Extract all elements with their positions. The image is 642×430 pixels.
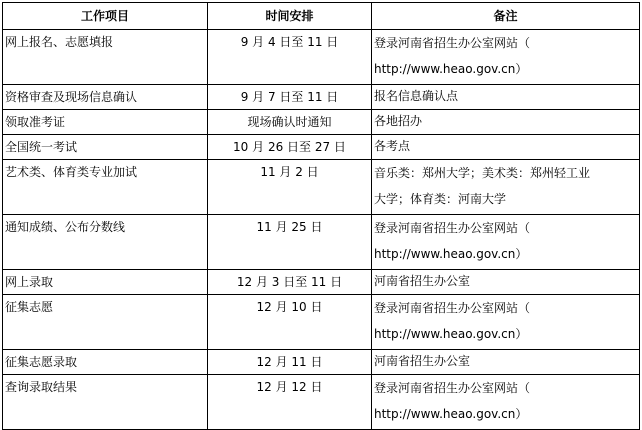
remarks-line: http://www.heao.gov.cn） [374,62,528,76]
time-schedule-cell: 11 月 25 日 [208,215,372,270]
table-row [3,350,640,375]
remarks-line: 登录河南省招生办公室网站（ [374,301,531,315]
work-item-cell: 查询录取结果 [3,375,208,430]
work-item-cell: 领取准考证 [3,110,208,135]
remarks-line: http://www.heao.gov.cn） [374,247,528,261]
time-schedule-cell: 9 月 4 日至 11 日 [208,30,372,85]
header-work-item: 工作项目 [3,3,208,30]
table-row [3,160,640,215]
work-item-cell: 征集志愿录取 [3,350,208,375]
time-schedule-cell: 12 月 12 日 [208,375,372,430]
remarks-line: 河南省招生办公室 [374,354,471,368]
table-row [3,110,640,135]
table-body [3,30,640,430]
work-item-cell: 艺术类、体育类专业加试 [3,160,208,215]
table-row [3,30,640,85]
header-remarks: 备注 [372,3,640,30]
time-schedule-cell: 11 月 2 日 [208,160,372,215]
remarks-line: 大学；体育类：河南大学 [374,192,507,206]
work-item-cell: 通知成绩、公布分数线 [3,215,208,270]
table-row [3,135,640,160]
remarks-line: 登录河南省招生办公室网站（ [374,36,531,50]
work-item-cell: 网上录取 [3,270,208,295]
remarks-cell [372,270,640,295]
remarks-line: 音乐类：郑州大学；美术类：郑州轻工业 [374,166,591,180]
header-time-schedule: 时间安排 [208,3,372,30]
remarks-line: 报名信息确认点 [374,89,459,103]
remarks-cell [372,85,640,110]
time-schedule-cell: 12 月 11 日 [208,350,372,375]
table-row [3,215,640,270]
table-row [3,375,640,430]
remarks-cell [372,215,640,270]
table-row [3,85,640,110]
schedule-table [2,2,640,430]
table-header-row [3,3,640,30]
remarks-line: 登录河南省招生办公室网站（ [374,381,531,395]
remarks-cell [372,350,640,375]
time-schedule-cell: 12 月 3 日至 11 日 [208,270,372,295]
remarks-line: http://www.heao.gov.cn） [374,407,528,421]
remarks-line: 登录河南省招生办公室网站（ [374,221,531,235]
remarks-cell [372,375,640,430]
time-schedule-cell: 9 月 7 日至 11 日 [208,85,372,110]
work-item-cell: 资格审查及现场信息确认 [3,85,208,110]
remarks-cell [372,30,640,85]
work-item-cell: 网上报名、志愿填报 [3,30,208,85]
time-schedule-cell: 10 月 26 日至 27 日 [208,135,372,160]
remarks-line: 河南省招生办公室 [374,274,471,288]
work-item-cell: 征集志愿 [3,295,208,350]
table-row [3,295,640,350]
table-row [3,270,640,295]
time-schedule-cell: 现场确认时通知 [208,110,372,135]
remarks-cell [372,295,640,350]
remarks-line: 各地招办 [374,114,423,128]
work-item-cell: 全国统一考试 [3,135,208,160]
remarks-cell [372,110,640,135]
remarks-line: 各考点 [374,139,411,153]
remarks-cell [372,160,640,215]
remarks-cell [372,135,640,160]
time-schedule-cell: 12 月 10 日 [208,295,372,350]
remarks-line: http://www.heao.gov.cn） [374,327,528,341]
